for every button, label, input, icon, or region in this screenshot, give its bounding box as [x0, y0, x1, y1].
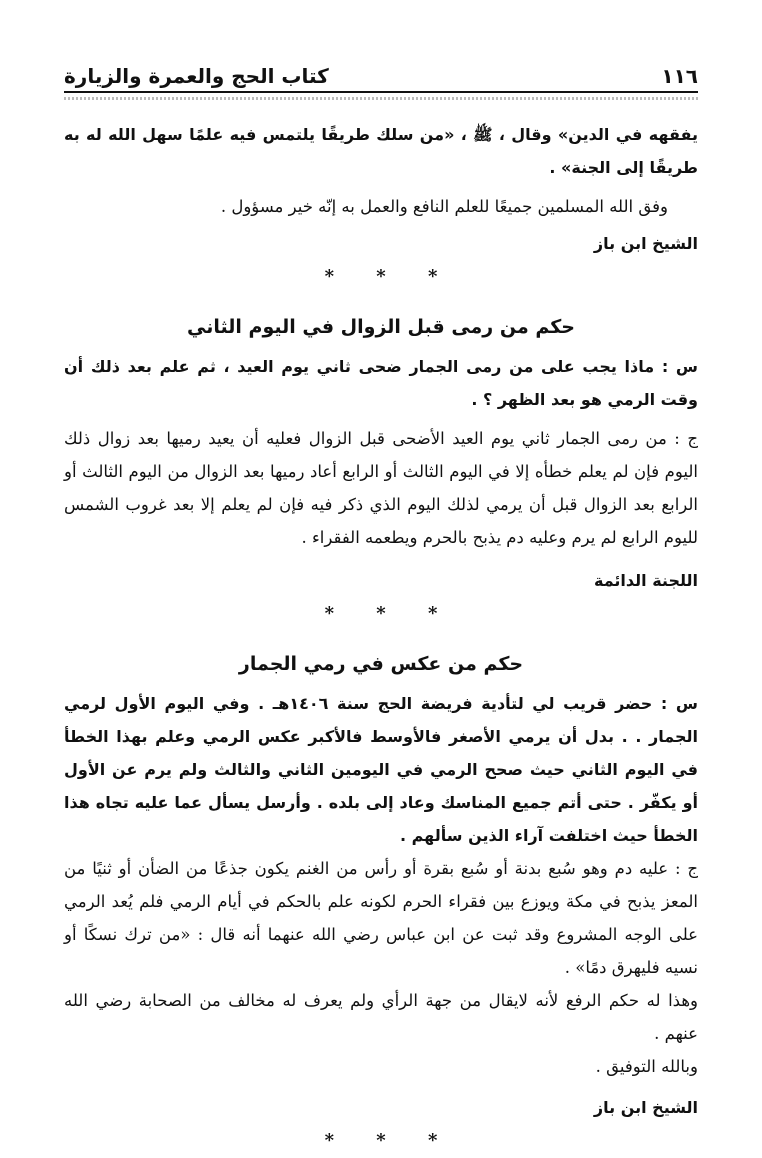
fatwa2-title: حكم من رمى قبل الزوال في اليوم الثاني [187, 316, 575, 338]
fatwa3-question: س : حضر قريب لي لتأدية فريضة الحج سنة ١٤٠٦هـ . وفي اليوم الأول لرمي الجمار . . بدل أن يرمي الأصغر فالأوسط فالأكبر عكس الرمي وعلم بهذا الخطأ في اليوم الثاني حيث صحح الرمي في اليومين الثاني والثالث ولم يرم عن الأول أو يكفّر . حتى أتم جميع المناسك وعاد إلى بلده . وأرسل يسأل عما عليه تجاه هذا الخطأ حيث اختلفت آراء الذين سألهم . [64, 694, 698, 845]
section-separator: * * * [324, 1130, 456, 1151]
fatwa3-title: حكم من عكس في رمي الجمار [238, 653, 524, 675]
fatwa3-signature: الشيخ ابن باز [593, 1098, 698, 1117]
fatwa3-answer: ج : عليه دم وهو سُبع بدنة أو سُبع بقرة أو رأس من الغنم يكون جذعًا من الضأن أو ثنيًا من المعز يذبح في مكة ويوزع بين فقراء الحرم لكونه علم بالحكم في أيام الرمي فلم يُعد الرمي على الوجه المشروع وقد ثبت عن ابن عباس رضي الله عنهما أنه قال : «من ترك نسكًا أو نسيه فليهرق دمًا» . [64, 859, 698, 977]
fatwa3-answer-continued: وهذا له حكم الرفع لأنه لايقال من جهة الرأي ولم يعرف له مخالف من الصحابة رضي الله عنهم . [64, 991, 698, 1043]
page-number: ١١٦ [661, 64, 698, 88]
section-separator: * * * [324, 603, 456, 624]
page-content [64, 118, 698, 1158]
page-header [64, 58, 698, 88]
section-separator: * * * [324, 266, 456, 287]
fatwa3-closing: وبالله التوفيق . [595, 1057, 698, 1076]
fatwa1-signature: الشيخ ابن باز [593, 234, 698, 253]
fatwa1-closing: وفق الله المسلمين جميعًا للعلم النافع والعمل به إنّه خير مسؤول . [220, 197, 668, 216]
book-title: كتاب الحج والعمرة والزيارة [64, 64, 329, 88]
fatwa2-question: س : ماذا يجب على من رمى الجمار ضحى ثاني يوم العيد ، ثم علم بعد ذلك أن وقت الرمي هو بعد الظهر ؟ . [64, 357, 698, 409]
header-rule [64, 91, 698, 96]
fatwa2-answer: ج : من رمى الجمار ثاني يوم العيد الأضحى قبل الزوال فعليه أن يعيد رميها بعد زوال ذلك اليوم فإن لم يعلم خطأه إلا في اليوم الثالث أو الرابع أعاد رميها بعد الزوال من اليوم الثالث أو الرابع بعد الزوال قبل أن يرمي لذلك اليوم الذي ذكر فيه فإن لم يعلم إلا بعد غروب الشمس لليوم الرابع لم يرم وعليه دم يذبح بالحرم ويطعمه الفقراء . [64, 429, 698, 547]
book-page [64, 0, 698, 1151]
fatwa2-signature: اللجنة الدائمة [593, 571, 698, 590]
fatwa1-text-end: يفقهه في الدين» وقال ، ﷺ ، «من سلك طريقًا يلتمس فيه علمًا سهل الله له به طريقًا إلى الجنة» . [64, 125, 698, 177]
